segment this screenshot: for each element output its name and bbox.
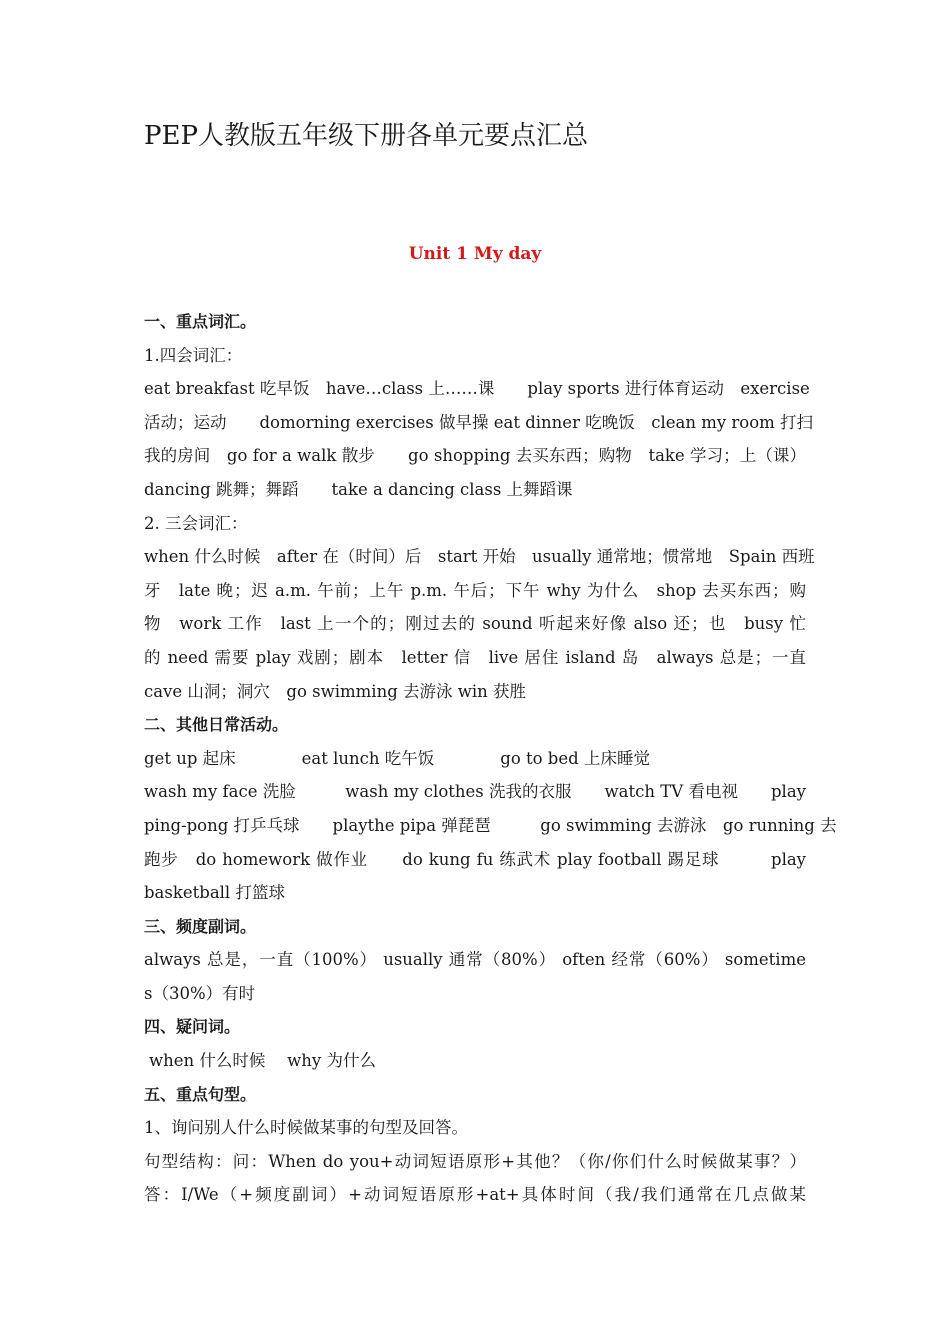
text-line: 1.四会词汇： bbox=[144, 345, 243, 365]
text-line: when 什么时候 after 在（时间）后 start 开始 usually 通常地；惯常地 Spain 西班 bbox=[144, 547, 815, 567]
text-line: eat breakfast 吃早饭 have…class 上……课 play sports 进行体育运动 exercise bbox=[144, 379, 810, 399]
text-line: 的 need 需要 play 戏剧；剧本 letter 信 live 居住 island 岛 always 总是；一直 bbox=[144, 647, 806, 667]
text-line: when 什么时候 why 为什么 bbox=[149, 1051, 376, 1071]
text-line: 活动；运动 domorning exercises 做早操 eat dinner 吃晚饭 clean my room 打扫 bbox=[144, 412, 814, 432]
text-line: 2. 三会词汇： bbox=[144, 513, 248, 533]
section-heading: 四、疑问词。 bbox=[144, 1017, 241, 1037]
unit-title: Unit 1 My day bbox=[408, 244, 542, 264]
text-line: get up 起床 eat lunch 吃午饭 go to bed 上床睡觉 bbox=[144, 748, 650, 768]
text-line: 答：I/We（+频度副词）+动词短语原形+at+具体时间（我/我们通常在几点做某 bbox=[144, 1185, 806, 1205]
text-line: cave 山洞；洞穴 go swimming 去游泳 win 获胜 bbox=[144, 681, 527, 701]
text-line: always 总是，一直（100%） usually 通常（80%） often 经常（60%） sometime bbox=[144, 950, 806, 970]
text-line: 我的房间 go for a walk 散步 go shopping 去买东西；购物 take 学习；上（课） bbox=[144, 446, 806, 466]
section-heading: 三、频度副词。 bbox=[144, 916, 257, 936]
text-line: s（30%）有时 bbox=[144, 983, 256, 1003]
text-line: dancing 跳舞；舞蹈 take a dancing class 上舞蹈课 bbox=[144, 479, 573, 499]
text-line: 物 work 工作 last 上一个的；刚过去的 sound 听起来好像 also 还；也 busy 忙 bbox=[144, 614, 806, 634]
text-line: 跑步 do homework 做作业 do kung fu 练武术 play football 踢足球 play bbox=[144, 849, 806, 869]
text-line: 牙 late 晚；迟 a.m. 午前；上午 p.m. 午后；下午 why 为什么 shop 去买东西；购 bbox=[144, 580, 806, 600]
document-body bbox=[144, 305, 837, 1212]
text-line: 句型结构：问：When do you+动词短语原形+其他？（你/你们什么时候做某事？） bbox=[144, 1151, 806, 1171]
text-line: 1、询问别人什么时候做某事的句型及回答。 bbox=[144, 1118, 468, 1138]
text-line: basketball 打篮球 bbox=[144, 883, 285, 903]
section-heading: 一、重点词汇。 bbox=[144, 312, 257, 331]
section-heading: 五、重点句型。 bbox=[144, 1084, 257, 1104]
text-line: ping-pong 打乒乓球 playthe pipa 弹琵琶 go swimming 去游泳 go running 去 bbox=[144, 815, 837, 835]
document-title: PEP人教版五年级下册各单元要点汇总 bbox=[144, 121, 588, 151]
text-line: wash my face 洗脸 wash my clothes 洗我的衣服 watch TV 看电视 play bbox=[144, 782, 806, 802]
section-heading: 二、其他日常活动。 bbox=[144, 715, 289, 735]
